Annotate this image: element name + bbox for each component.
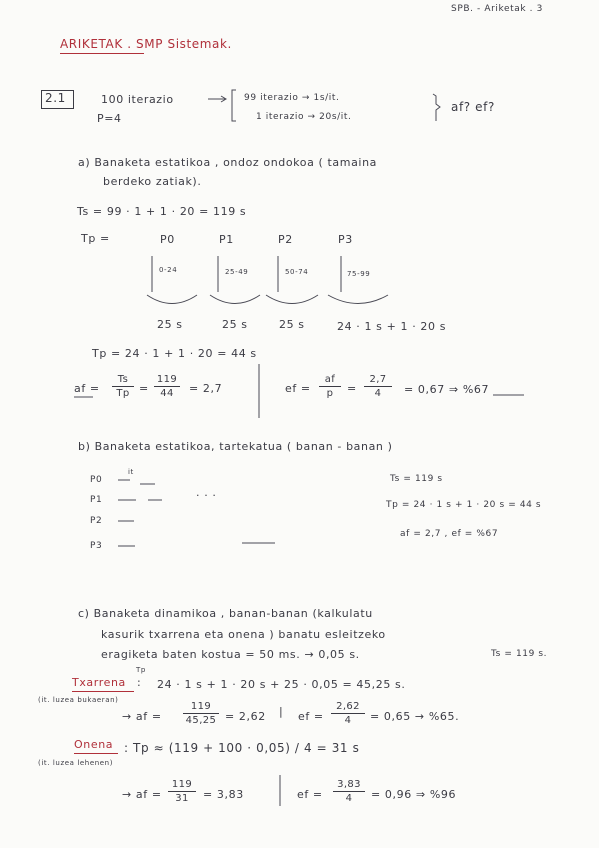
page-title: ARIKETAK . SMP Sistemak. <box>60 37 232 51</box>
a-proc-p1: P1 <box>219 233 234 246</box>
brace-line-2: 1 iterazio → 20s/it. <box>256 112 352 122</box>
a-af-num2: 119 <box>156 374 178 385</box>
b-it-label: it <box>128 468 134 476</box>
a-range-p1: 25-49 <box>225 268 249 276</box>
c-worst-underline <box>72 691 134 692</box>
b-ts: Ts = 119 s <box>390 474 443 484</box>
a-ef-num1: af <box>324 374 336 385</box>
problem-number: 2.1 <box>45 91 66 105</box>
b-dots: · · · <box>196 489 217 502</box>
c-worst-note: (it. luzea bukaeran) <box>38 696 119 704</box>
a-time-p0: 25 s <box>157 318 183 331</box>
c-worst-sep: | <box>279 705 284 718</box>
a-af-den1: Tp <box>116 388 130 399</box>
c-worst-af-value: = 2,62 <box>225 710 266 723</box>
a-time-p1: 25 s <box>222 318 248 331</box>
c-tp-mark: Tp <box>136 666 146 674</box>
c-best-ef-den: 4 <box>345 793 353 804</box>
b-proc-p3: P3 <box>90 541 103 551</box>
page-header: SPB. - Ariketak . 3 <box>451 4 543 14</box>
a-af-value: = 2,7 <box>189 382 223 395</box>
c-best-ef-pre: ef = <box>297 788 323 801</box>
c-best-af-value: = 3,83 <box>203 788 244 801</box>
c-best-underline <box>74 753 118 754</box>
b-heading: b) Banaketa estatikoa, tartekatua ( banan - banan ) <box>78 440 393 453</box>
c-worst-ef-value: = 0,65 → %65. <box>370 710 460 723</box>
c-worst-ef-den: 4 <box>344 715 352 726</box>
a-proc-p0: P0 <box>160 233 175 246</box>
b-proc-p1: P1 <box>90 495 103 505</box>
c-worst-ef-pre: ef = <box>298 710 324 723</box>
c-heading-line3: eragiketa baten kostua = 50 ms. → 0,05 s. <box>101 648 360 661</box>
c-worst-ef-num: 2,62 <box>336 701 360 712</box>
c-worst-label: Txarrena <box>72 676 126 689</box>
a-tp-label: Tp = <box>81 232 110 245</box>
c-worst-af-pre: → af = <box>122 710 162 723</box>
c-best-af-num: 119 <box>171 779 193 790</box>
c-worst-colon: : <box>137 676 142 689</box>
c-ts: Ts = 119 s. <box>491 649 548 659</box>
a-af-frac2 <box>154 374 180 399</box>
c-best-note: (it. luzea lehenen) <box>38 759 114 767</box>
a-af-lhs: af = <box>74 382 100 395</box>
a-heading-line2: berdeko zatiak). <box>103 175 202 188</box>
a-range-p3: 75-99 <box>347 270 371 278</box>
a-ef-den1: p <box>326 388 334 399</box>
a-ef-frac2 <box>364 374 392 399</box>
c-worst-af-den: 45,25 <box>185 715 217 726</box>
c-best-label: Onena <box>74 738 114 751</box>
c-worst-af-frac <box>183 701 219 726</box>
b-result: af = 2,7 , ef = %67 <box>400 529 499 539</box>
a-ts-formula: Ts = 99 · 1 + 1 · 20 = 119 s <box>77 205 247 218</box>
c-best-expr: : Tp ≈ (119 + 100 · 0,05) / 4 = 31 s <box>124 741 360 755</box>
b-proc-p2: P2 <box>90 516 103 526</box>
b-tp: Tp = 24 · 1 s + 1 · 20 s = 44 s <box>386 500 542 510</box>
a-ef-value: = 0,67 ⇒ %67 <box>404 383 490 396</box>
c-best-ef-num: 3,83 <box>337 779 361 790</box>
a-ef-den2: 4 <box>374 388 382 399</box>
a-proc-p3: P3 <box>338 233 353 246</box>
a-af-num1: Ts <box>117 374 129 385</box>
a-range-p2: 50-74 <box>285 268 309 276</box>
a-heading-line1: a) Banaketa estatikoa , ondoz ondokoa ( tamaina <box>78 156 377 169</box>
a-ef-lhs: ef = <box>285 382 311 395</box>
c-worst-af-num: 119 <box>190 701 212 712</box>
a-time-p3: 24 · 1 s + 1 · 20 s <box>337 320 447 333</box>
a-ef-eq: = <box>347 382 357 395</box>
problem-question: af? ef? <box>451 100 495 114</box>
a-proc-p2: P2 <box>278 233 293 246</box>
c-best-af-den: 31 <box>175 793 189 804</box>
brace-line-1: 99 iterazio → 1s/it. <box>244 93 340 103</box>
a-af-frac1 <box>112 374 134 399</box>
a-ef-frac1 <box>319 374 341 399</box>
c-heading-line2: kasurik txarrena eta onena ) banatu esleitzeko <box>101 628 386 641</box>
a-af-eq: = <box>139 382 149 395</box>
c-worst-ef-frac <box>331 701 365 726</box>
b-proc-p0: P0 <box>90 475 103 485</box>
c-heading-line1: c) Banaketa dinamikoa , banan-banan (kalkulatu <box>78 607 373 620</box>
title-underline <box>60 53 144 54</box>
c-best-ef-frac <box>333 779 365 804</box>
c-worst-expr: 24 · 1 s + 1 · 20 s + 25 · 0,05 = 45,25 s. <box>157 678 406 691</box>
a-time-p2: 25 s <box>279 318 305 331</box>
c-best-af-frac <box>168 779 196 804</box>
processor-count: P=4 <box>97 112 122 125</box>
a-range-p0: 0-24 <box>159 266 178 274</box>
a-tp-result: Tp = 24 · 1 + 1 · 20 = 44 s <box>92 347 257 360</box>
iterations-count: 100 iterazio <box>101 93 174 106</box>
c-best-ef-value: = 0,96 ⇒ %96 <box>371 788 457 801</box>
a-af-den2: 44 <box>160 388 174 399</box>
a-ef-num2: 2,7 <box>369 374 387 385</box>
c-best-af-pre: → af = <box>122 788 162 801</box>
